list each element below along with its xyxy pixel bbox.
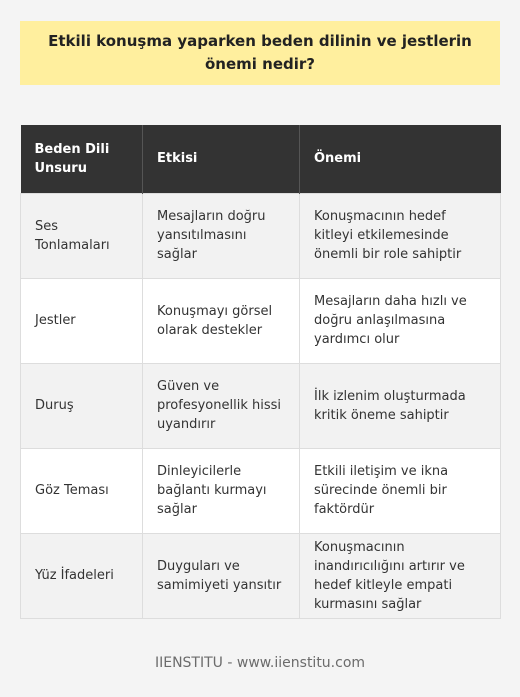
cell-element: Duruş — [21, 363, 143, 448]
table-row — [21, 193, 501, 278]
cell-element: Ses Tonlamaları — [21, 193, 143, 278]
table-row — [21, 533, 501, 618]
cell-element: Yüz İfadeleri — [21, 533, 143, 618]
header-element: Beden Dili Unsuru — [21, 125, 143, 193]
title-banner — [20, 21, 500, 85]
table-row — [21, 363, 501, 448]
cell-effect: Dinleyicilerle bağlantı kurmayı sağlar — [143, 448, 300, 533]
cell-importance: Konuşmacının inandırıcılığını artırır ve hedef kitleyle empati kurmasını sağlar — [300, 533, 501, 618]
body-language-table — [20, 125, 501, 619]
cell-importance: İlk izlenim oluşturmada kritik öneme sahiptir — [300, 363, 501, 448]
header-effect: Etkisi — [143, 125, 300, 193]
cell-importance: Konuşmacının hedef kitleyi etkilemesinde önemli bir role sahiptir — [300, 193, 501, 278]
header-importance: Önemi — [314, 151, 362, 167]
cell-importance: Etkili iletişim ve ikna sürecinde önemli bir faktördür — [300, 448, 501, 533]
cell-effect: Duyguları ve samimiyeti yansıtır — [143, 533, 300, 618]
cell-effect: Mesajların doğru yansıtılmasını sağlar — [143, 193, 300, 278]
cell-importance: Mesajların daha hızlı ve doğru anlaşılmasına yardımcı olur — [300, 278, 501, 363]
table-row — [21, 278, 501, 363]
footer-credit: IIENSTITU - www.iienstitu.com — [154, 655, 366, 671]
table-header-row — [21, 125, 501, 193]
cell-element: Göz Teması — [21, 448, 143, 533]
cell-effect: Güven ve profesyonellik hissi uyandırır — [143, 363, 300, 448]
cell-element: Jestler — [21, 278, 143, 363]
cell-effect: Konuşmayı görsel olarak destekler — [143, 278, 300, 363]
page-title: Etkili konuşma yaparken beden dilinin ve jestlerin önemi nedir? — [48, 32, 472, 73]
table-row — [21, 448, 501, 533]
